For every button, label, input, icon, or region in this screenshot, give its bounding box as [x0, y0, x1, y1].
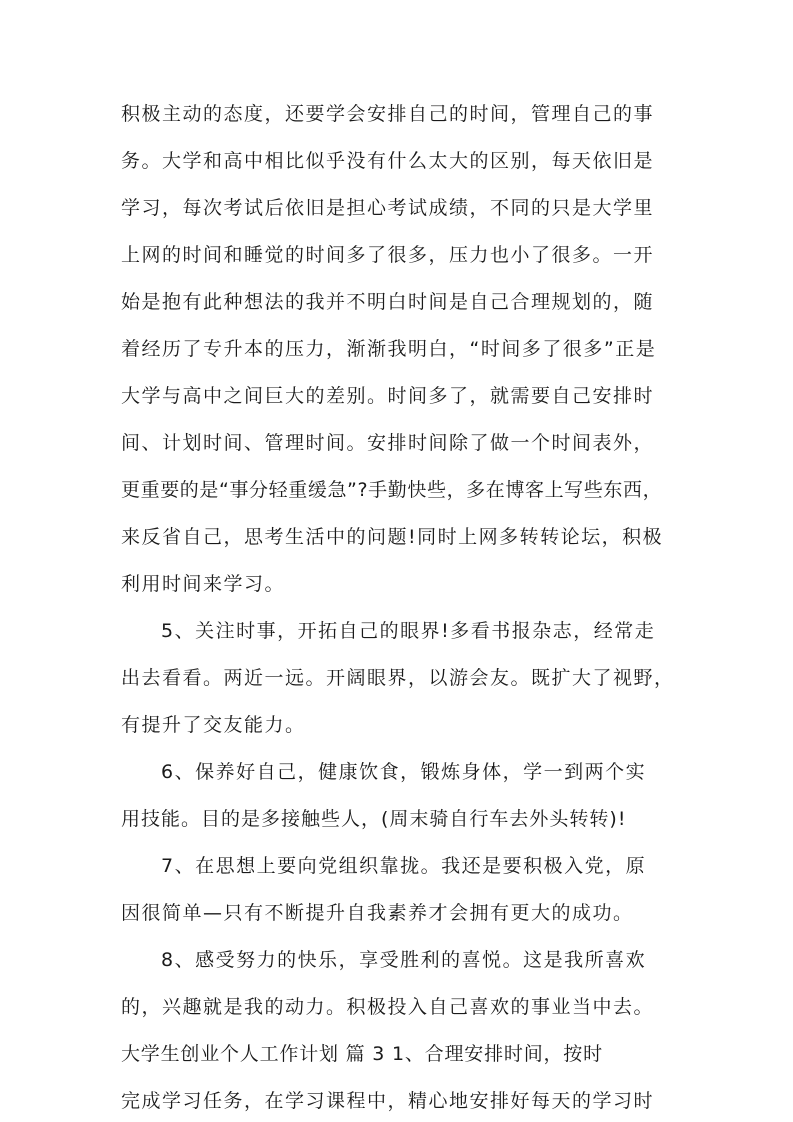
list-item-line: 用技能。目的是多接触些人，(周末骑自行车去外头转转)!	[121, 808, 627, 830]
paragraph-line: 始是抱有此种想法的我并不明白时间是自己合理规划的，随	[121, 291, 655, 313]
paragraph-line: 积极主动的态度，还要学会安排自己的时间，管理自己的事	[121, 103, 655, 125]
list-item-line: 有提升了交友能力。	[121, 714, 306, 736]
paragraph-line: 间、计划时间、管理时间。安排时间除了做一个时间表外，	[121, 432, 655, 454]
paragraph-line: 来反省自己，思考生活中的问题!同时上网多转转论坛，积极	[121, 526, 664, 548]
paragraph-line: 学习，每次考试后依旧是担心考试成绩，不同的只是大学里	[121, 197, 655, 219]
paragraph-line: 上网的时间和睡觉的时间多了很多，压力也小了很多。一开	[121, 244, 655, 266]
paragraph-line: 更重要的是“事分轻重缓急”?手勤快些，多在博客上写些东西，	[121, 479, 663, 501]
paragraph-line: 着经历了专升本的压力，渐渐我明白，“时间多了很多”正是	[121, 338, 657, 360]
list-item-line: 5、关注时事，开拓自己的眼界!多看书报杂志，经常走	[161, 620, 656, 642]
list-item-line: 6、保养好自己，健康饮食，锻炼身体，学一到两个实	[161, 761, 647, 783]
paragraph-line: 务。大学和高中相比似乎没有什么太大的区别，每天依旧是	[121, 150, 655, 172]
section-heading-line: 大学生创业个人工作计划 篇 3 1、合理安排时间，按时	[121, 1043, 603, 1065]
paragraph-line: 大学与高中之间巨大的差别。时间多了，就需要自己安排时	[121, 385, 655, 407]
paragraph-line: 利用时间来学习。	[121, 573, 286, 595]
list-item-line: 7、在思想上要向党组织靠拢。我还是要积极入党，原	[161, 855, 647, 877]
list-item-line: 的，兴趣就是我的动力。积极投入自己喜欢的事业当中去。	[121, 996, 655, 1018]
list-item-line: 出去看看。两近一远。开阔眼界，以游会友。既扩大了视野，	[121, 667, 675, 689]
list-item-line: 8、感受努力的快乐，享受胜利的喜悦。这是我所喜欢	[161, 949, 647, 971]
paragraph-line: 完成学习任务，在学习课程中，精心地安排好每天的学习时	[121, 1090, 655, 1112]
list-item-line: 因很简单—只有不断提升自我素养才会拥有更大的成功。	[121, 902, 634, 924]
